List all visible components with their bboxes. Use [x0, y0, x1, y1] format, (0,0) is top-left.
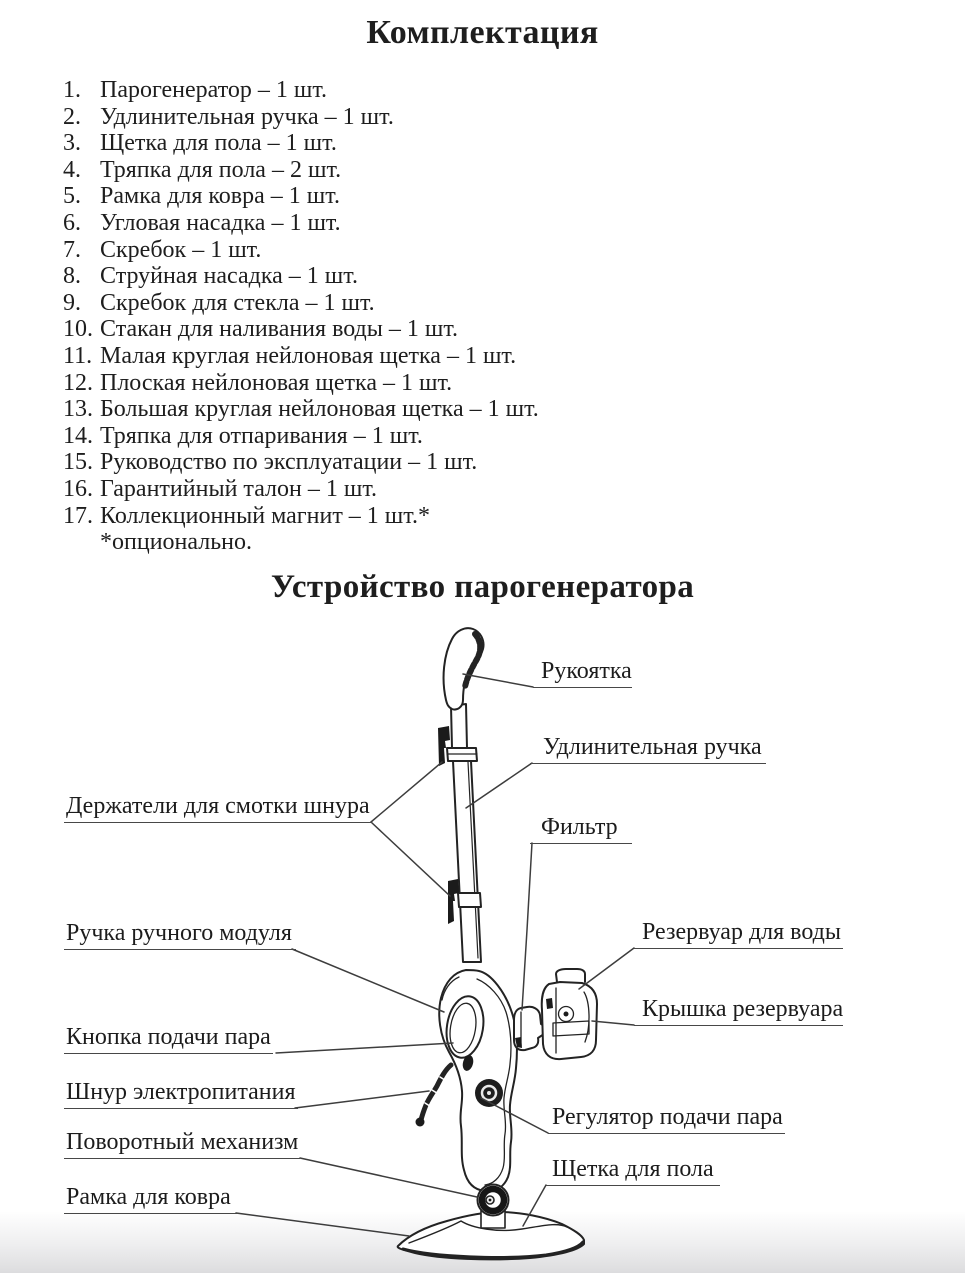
- kit-item-number: 13.: [63, 396, 93, 423]
- kit-item-text: Щетка для пола – 1 шт.: [100, 130, 337, 157]
- kit-item-number: 17.: [63, 502, 93, 529]
- water-tank-cap-shape: [556, 969, 585, 982]
- kit-item-number: 12.: [63, 369, 93, 396]
- kit-item-number: 9.: [63, 289, 81, 316]
- label-filter: Фильтр: [530, 815, 632, 844]
- swivel-joint-dot: [489, 1199, 492, 1202]
- leader-swivel: [300, 1158, 477, 1197]
- kit-item-number: 3.: [63, 130, 81, 157]
- kit-section-title: Комплектация: [366, 14, 599, 51]
- label-carpet-frame: Рамка для ковра: [64, 1185, 237, 1214]
- label-steam-button: Кнопка подачи пара: [64, 1025, 273, 1054]
- kit-item-text: Удлинительная ручка – 1 шт.: [100, 103, 394, 130]
- leader-cord-holder-lower: [371, 822, 450, 896]
- steam-regulator-knob-dot: [487, 1091, 491, 1095]
- label-handle: Рукоятка: [533, 659, 632, 688]
- kit-item-text: *опционально.: [100, 529, 253, 556]
- handle-neck: [451, 704, 467, 748]
- kit-item-number: 6.: [63, 209, 81, 236]
- label-hand-module-handle: Ручка ручного модуля: [64, 921, 296, 950]
- label-extension-handle: Удлинительная ручка: [530, 735, 766, 764]
- kit-item-number: 4.: [63, 156, 81, 183]
- water-tank-latch: [546, 998, 553, 1009]
- kit-item-text: Плоская нейлоновая щетка – 1 шт.: [100, 369, 453, 396]
- kit-item-text: Большая круглая нейлоновая щетка – 1 шт.: [100, 396, 539, 423]
- kit-item-number: 8.: [63, 263, 81, 290]
- label-floor-brush: Щетка для пола: [546, 1157, 720, 1186]
- label-cord-holders: Держатели для смотки шнура: [64, 794, 372, 823]
- kit-item-text: Рамка для ковра – 1 шт.: [100, 183, 340, 210]
- pole-collar-lower: [458, 893, 481, 907]
- kit-item-number: 7.: [63, 236, 81, 263]
- kit-item-number: 15.: [63, 449, 93, 476]
- label-steam-regulator: Регулятор подачи пара: [548, 1105, 785, 1134]
- leader-filter: [522, 843, 532, 1010]
- leader-steam-button: [276, 1043, 453, 1053]
- kit-item-number: 2.: [63, 103, 81, 130]
- kit-item-number: 5.: [63, 183, 81, 210]
- label-swivel-mechanism: Поворотный механизм: [64, 1130, 300, 1159]
- leader-water-tank: [579, 948, 634, 989]
- kit-item-number: 10.: [63, 316, 93, 343]
- leader-handle: [463, 674, 533, 687]
- label-tank-cap: Крышка резервуара: [634, 997, 843, 1026]
- kit-item-text: Стакан для наливания воды – 1 шт.: [100, 316, 459, 343]
- kit-item-text: Коллекционный магнит – 1 шт.*: [100, 502, 430, 529]
- kit-item-text: Угловая насадка – 1 шт.: [100, 209, 341, 236]
- leader-extension-handle: [466, 763, 532, 808]
- leader-hand-module-handle: [292, 949, 444, 1012]
- cord-hook-lower: [448, 879, 459, 924]
- kit-item-text: Малая круглая нейлоновая щетка – 1 шт.: [100, 342, 517, 369]
- kit-item-number: 16.: [63, 475, 93, 502]
- power-cord-plug: [416, 1118, 425, 1127]
- kit-item-text: Гарантийный талон – 1 шт.: [100, 475, 378, 502]
- kit-item-number: 1.: [63, 77, 81, 103]
- kit-item-number: 14.: [63, 422, 93, 449]
- device-section-title: Устройство парогенератора: [270, 569, 695, 605]
- kit-item-number: 11.: [63, 342, 93, 369]
- kit-item-text: Парогенератор – 1 шт.: [100, 77, 328, 103]
- kit-item-text: Скребок для стекла – 1 шт.: [100, 289, 375, 316]
- kit-item-text: Струйная насадка – 1 шт.: [100, 263, 358, 290]
- leader-cord-holder-upper: [371, 762, 442, 822]
- kit-item-text: Скребок – 1 шт.: [100, 236, 262, 263]
- leader-power-cord: [295, 1091, 429, 1108]
- label-water-tank: Резервуар для воды: [634, 920, 843, 949]
- leader-tank-cap: [592, 1021, 634, 1025]
- kit-item-text: Тряпка для пола – 2 шт.: [100, 156, 342, 183]
- label-power-cord: Шнур электропитания: [64, 1080, 298, 1109]
- kit-item-text: Руководство по эксплуатации – 1 шт.: [100, 449, 478, 476]
- kit-item-text: Тряпка для отпаривания – 1 шт.: [100, 422, 423, 449]
- water-tank-valve-dot: [564, 1012, 569, 1017]
- leader-carpet-frame: [236, 1213, 409, 1236]
